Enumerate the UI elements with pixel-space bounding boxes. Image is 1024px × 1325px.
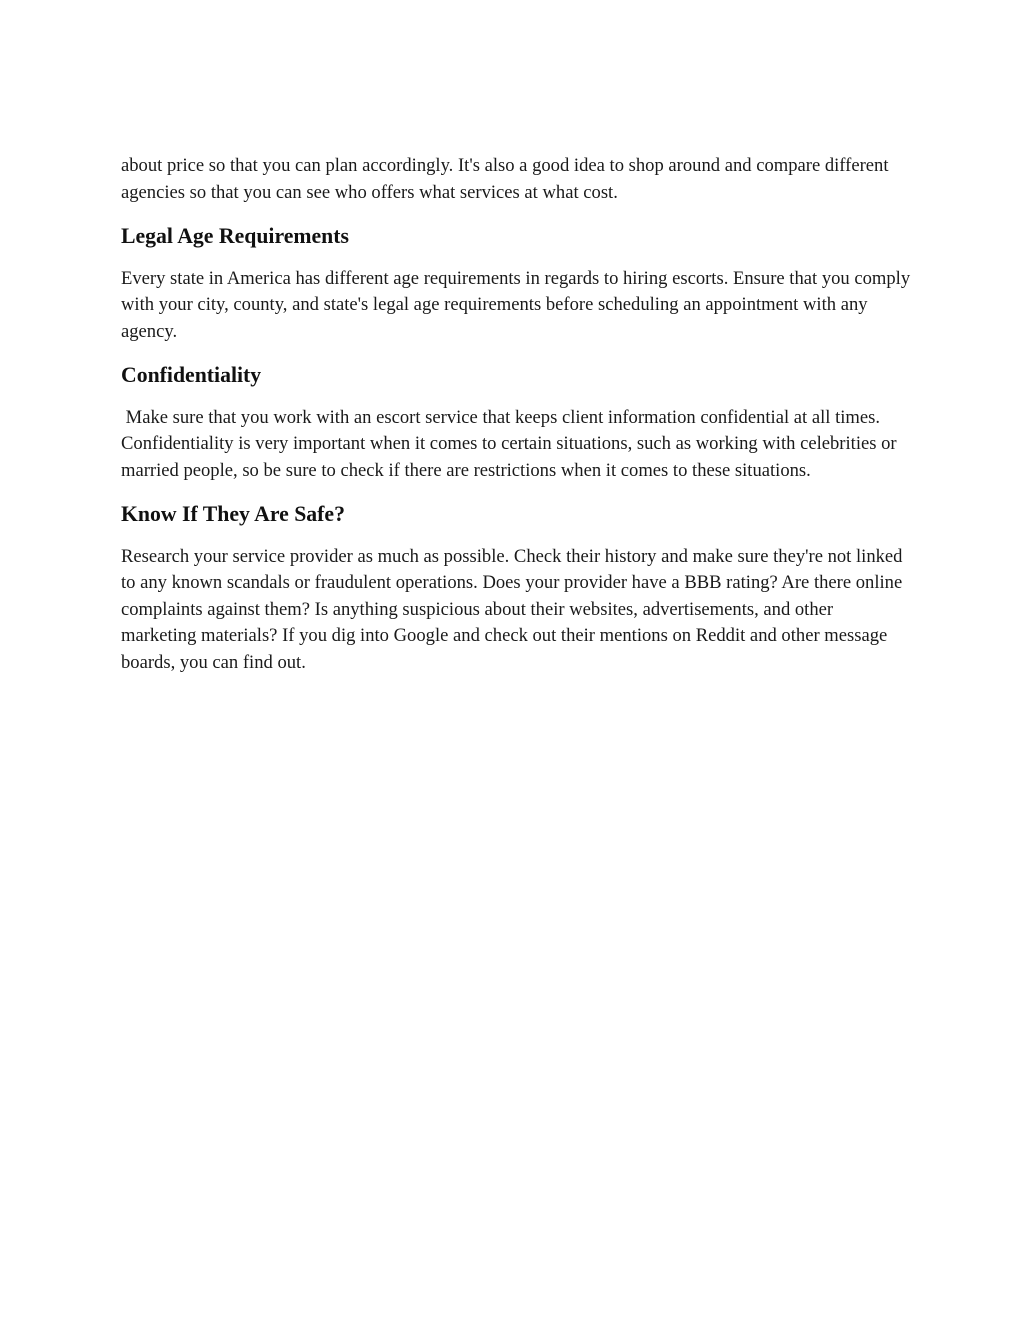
section-body-legal-age: Every state in America has different age requirements in regards to hiring escorts. Ensure that you comply with your city, county, and state's legal age requirements before scheduling an appointment with any agency. xyxy=(121,267,911,342)
section-heading-confidentiality: Confidentiality xyxy=(121,362,262,387)
section-heading-safety: Know If They Are Safe? xyxy=(121,501,345,526)
document-body xyxy=(121,153,911,693)
intro-paragraph: about price so that you can plan accordingly. It's also a good idea to shop around and compare different agencies so that you can see who offers what services at what cost. xyxy=(121,155,889,203)
section-body-confidentiality: Make sure that you work with an escort service that keeps client information confidential at all times. Confidentiality is very important when it comes to certain situations, such as working with celebrities or married people, so be sure to check if there are restrictions when it comes to these situations. xyxy=(121,406,902,481)
section-heading-legal-age: Legal Age Requirements xyxy=(121,223,349,248)
section-body-safety: Research your service provider as much as possible. Check their history and make sure they're not linked to any known scandals or fraudulent operations. Does your provider have a BBB rating? Are there online complaints against them? Is anything suspicious about their websites, advertisements, and other marketing materials? If you dig into Google and check out their mentions on Reddit and other message boards, you can find out. xyxy=(121,545,903,673)
